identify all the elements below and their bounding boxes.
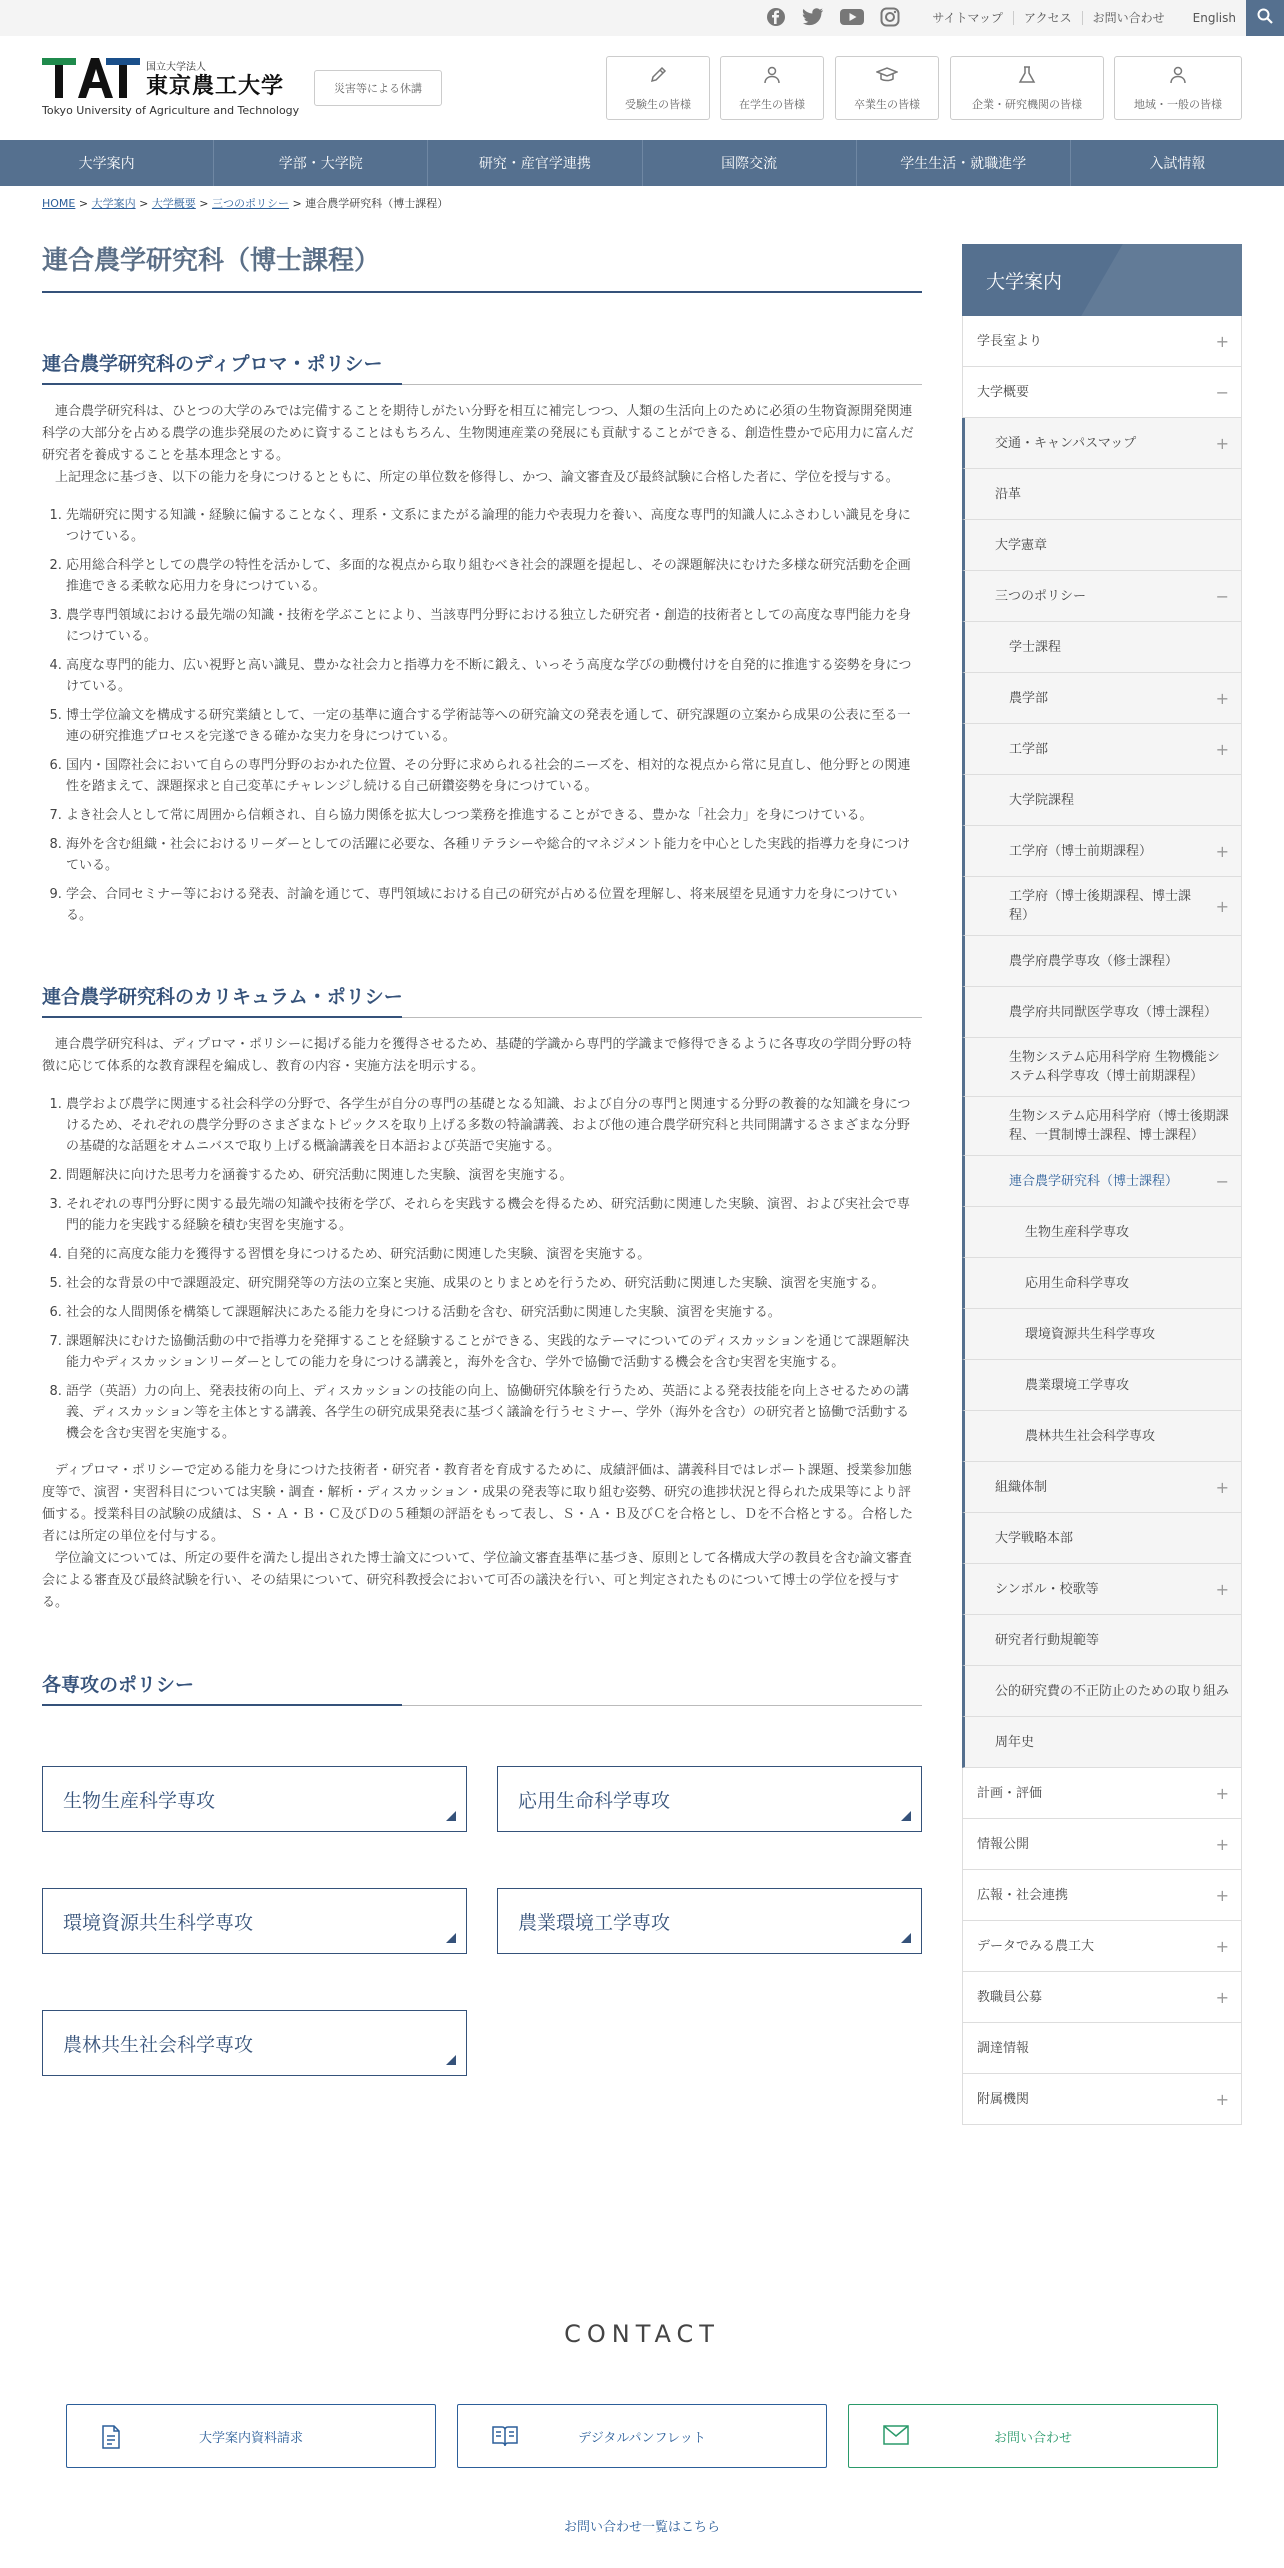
sidebar bbox=[962, 244, 1242, 2125]
sidebar-item-label: 農業環境工学専攻 bbox=[1025, 1377, 1130, 1393]
expand-icon[interactable]: + bbox=[1215, 896, 1229, 916]
major-policy-section bbox=[42, 1670, 922, 2076]
sidebar-item-label: 学長室より bbox=[977, 333, 1043, 349]
flask-icon bbox=[1017, 65, 1037, 88]
expand-icon[interactable]: + bbox=[1215, 1783, 1229, 1803]
collapse-icon[interactable]: − bbox=[1215, 1171, 1229, 1191]
diploma-policy-heading: 連合農学研究科のディプロマ・ポリシー bbox=[42, 349, 922, 385]
sidebar-item-label: データでみる農工大 bbox=[977, 1938, 1095, 1954]
sidebar-item[interactable] bbox=[962, 1360, 1242, 1411]
expand-icon[interactable]: + bbox=[1215, 433, 1229, 453]
breadcrumb: HOME > 大学案内 > 大学概要 > 三つのポリシー > 連合農学研究科（博士課程） bbox=[42, 197, 449, 210]
sidebar-item[interactable] bbox=[962, 1097, 1242, 1156]
expand-icon[interactable]: + bbox=[1215, 841, 1229, 861]
instagram-icon[interactable] bbox=[880, 7, 900, 30]
corner-arrow-icon bbox=[446, 2055, 456, 2065]
contact-buttons bbox=[66, 2404, 1218, 2468]
sidebar-item-label: 工学府（博士後期課程、博士課程） bbox=[1009, 889, 1192, 923]
sidebar-item[interactable] bbox=[962, 418, 1242, 469]
curriculum-policy-grading: ディプロマ・ポリシーで定める能力を身につけた技術者・研究者・教育者を育成するために、成績評価は、講義科目ではレポート課題、授業参加態度等で、演習・実習科目については実験・調査・解析・ディスカッション・成果の発表等に取り組む姿勢、研究の進捗状況と得られた成果等により評価する。授業科目の試験の成績は、Ｓ・Ａ・Ｂ・Ｃ及びＤの５種類の評語をもって表し、Ｓ・Ａ・Ｂ及びＣを合格とし、Ｄを不合格とする。合格した者には所定の単位を付与する。 bbox=[42, 1463, 914, 1544]
contact-button-label: デジタルパンフレット bbox=[578, 2430, 706, 2446]
sidebar-item[interactable] bbox=[962, 1513, 1242, 1564]
major-card-label: 応用生命科学専攻 bbox=[518, 1789, 671, 1812]
sidebar-item[interactable] bbox=[962, 520, 1242, 571]
curriculum-policy-thesis: 学位論文については、所定の要件を満たし提出された博士論文について、学位論文審査基準に基づき、原則として各構成大学の教員を含む論文審査会による審査及び最終試験を行い、その結果について、研究科教授会において可否の議決を行い、可と判定されたものについて博士の学位を授与する。 bbox=[42, 1551, 912, 1610]
expand-icon[interactable]: + bbox=[1215, 1477, 1229, 1497]
policy-item: 8. 海外を含む組織・社会におけるリーダーとしての活躍に必要な、各種リテラシーや総合的マネジメント能力を中心とした実践的指導力を身につけている。 bbox=[66, 834, 922, 876]
sidebar-item[interactable] bbox=[962, 622, 1242, 673]
sidebar-item-label: 交通・キャンパスマップ bbox=[995, 435, 1137, 451]
major-card-label: 環境資源共生科学専攻 bbox=[63, 1911, 254, 1934]
sidebar-item-label: 計画・評価 bbox=[977, 1785, 1043, 1801]
audience-label: 地域・一般の皆様 bbox=[1134, 97, 1222, 111]
global-nav bbox=[0, 140, 1284, 186]
audience-current-students[interactable] bbox=[720, 56, 824, 120]
sidebar-item[interactable] bbox=[962, 1768, 1242, 1819]
policy-item: 4. 自発的に高度な能力を獲得する習慣を身につけるため、研究活動に関連した実験、演習を実施する。 bbox=[66, 1244, 922, 1265]
expand-icon[interactable]: + bbox=[1215, 1987, 1229, 2007]
contact-button-label: 大学案内資料請求 bbox=[198, 2430, 303, 2446]
policy-item: 2. 応用総合科学としての農学の特性を活かして、多面的な視点から取り組むべき社会的課題を提起し、その課題解決にむけた多様な研究活動を企画推進できる柔軟な応用力を身につけている。 bbox=[66, 555, 922, 597]
sidebar-item-label: 工学部 bbox=[1009, 741, 1049, 757]
audience-prospective-students[interactable] bbox=[606, 56, 710, 120]
policy-item: 5. 博士学位論文を構成する研究業績として、一定の基準に適合する学術誌等への研究論文の発表を通して、研究課題の立案から成果の公表に至る一連の研究推進プロセスを完遂できる確かな実力を身につけている。 bbox=[66, 705, 922, 747]
sidebar-item-label: 学士課程 bbox=[1009, 639, 1062, 655]
sns-links bbox=[750, 7, 900, 30]
page-title: 連合農学研究科（博士課程） bbox=[42, 240, 922, 293]
expand-icon[interactable]: + bbox=[1215, 1579, 1229, 1599]
facebook-icon[interactable] bbox=[766, 7, 786, 30]
curriculum-policy-list bbox=[42, 1094, 922, 1444]
policy-item: 6. 国内・国際社会において自らの専門分野のおかれた位置、その分野に求められる社会的ニーズを、相対的な視点から常に見直し、他分野との関連性を踏まえて、課題探求と自己変革にチャレンジし続ける自己研鑽姿勢を身につけている。 bbox=[66, 755, 922, 797]
sidebar-item[interactable] bbox=[962, 1207, 1242, 1258]
sidebar-item[interactable] bbox=[962, 2074, 1242, 2125]
tat-logo-mark bbox=[42, 58, 140, 104]
major-card-label: 農林共生社会科学専攻 bbox=[63, 2033, 254, 2056]
sidebar-item[interactable] bbox=[962, 936, 1242, 987]
expand-icon[interactable]: + bbox=[1215, 331, 1229, 351]
diploma-policy-section bbox=[42, 349, 922, 926]
sidebar-item[interactable] bbox=[962, 673, 1242, 724]
audience-label: 受験生の皆様 bbox=[625, 97, 691, 111]
sidebar-item[interactable] bbox=[962, 316, 1242, 367]
logo-corporation-label: 国立大学法人 bbox=[146, 62, 206, 73]
policy-item: 1. 先端研究に関する知識・経験に偏することなく、理系・文系にまたがる論理的能力や表現力を養い、高度な専門的知識人にふさわしい識見を身につけている。 bbox=[66, 505, 922, 547]
gnav-international[interactable]: 国際交流 bbox=[642, 140, 856, 186]
major-cards bbox=[42, 1766, 922, 2076]
sidebar-item-label: 大学戦略本部 bbox=[995, 1530, 1074, 1546]
sidebar-item[interactable] bbox=[962, 1615, 1242, 1666]
policy-item: 7. 課題解決にむけた協働活動の中で指導力を発揮することを経験することができる、実践的なテーマについてのディスカッションを通じて課題解決能力やディスカッションリーダーとしての能力を身につける講義と，海外を含む、学外で協働で活動する機会を含む実習を実施する。 bbox=[66, 1331, 922, 1373]
major-card-label: 農業環境工学専攻 bbox=[518, 1911, 671, 1934]
digital-pamphlet-button[interactable] bbox=[457, 2404, 827, 2468]
person-icon bbox=[762, 65, 782, 88]
gnav-student-life[interactable]: 学生生活・就職進学 bbox=[856, 140, 1070, 186]
policy-item: 8. 語学（英語）力の向上、発表技術の向上、ディスカッションの技能の向上、協働研究体験を行うため、英語による発表技能を向上させるための講義、ディスカッション等を主体とする講義、各学生の研究成果発表に基づく議論を行うセミナー、学外（海外を含む）の研究者と協働で活動する機会を含む実習を実施する。 bbox=[66, 1381, 922, 1444]
sitemap-link[interactable]: サイトマップ bbox=[932, 11, 1003, 25]
policy-item: 7. よき社会人として常に周囲から信頼され、自ら協力関係を拡大しつつ業務を推進することができる、豊かな「社会力」を身につけている。 bbox=[66, 805, 922, 826]
disaster-cancellation-button[interactable]: 災害等による休講 bbox=[314, 70, 442, 106]
contact-list-link[interactable]: お問い合わせ一覧はこちら bbox=[563, 2520, 720, 2535]
sidebar-item-label: 大学憲章 bbox=[995, 537, 1048, 553]
brochure-request-button[interactable] bbox=[66, 2404, 436, 2468]
top-utility-bar bbox=[0, 0, 1284, 36]
curriculum-policy-intro: 連合農学研究科は、ディプロマ・ポリシーに掲げる能力を獲得させるため、基礎的学識から専門的学識まで修得できるように各専攻の学問分野の特徴に応じて体系的な教育課程を編成し、教育の内容・実施方法を明示する。 bbox=[42, 1037, 912, 1074]
inquiry-link[interactable]: お問い合わせ bbox=[1082, 11, 1175, 25]
major-card-social-science[interactable] bbox=[42, 2010, 467, 2076]
access-link[interactable]: アクセス bbox=[1013, 11, 1082, 25]
gnav-faculties[interactable]: 学部・大学院 bbox=[213, 140, 427, 186]
audience-label: 在学生の皆様 bbox=[739, 97, 805, 111]
search-icon bbox=[1257, 8, 1273, 28]
english-link[interactable]: English bbox=[1192, 11, 1236, 25]
sidebar-item-label: 農学府農学専攻（修士課程） bbox=[1009, 953, 1179, 969]
expand-icon[interactable]: + bbox=[1215, 2089, 1229, 2109]
audience-community[interactable] bbox=[1114, 56, 1242, 120]
policy-item: 6. 社会的な人間関係を構築して課題解決にあたる能力を身につける活動を含む、研究活動に関連した実験、演習を実施する。 bbox=[66, 1302, 922, 1323]
sidebar-item[interactable] bbox=[962, 1462, 1242, 1513]
sidebar-item-label: 生物生産科学専攻 bbox=[1025, 1224, 1130, 1240]
audience-label: 企業・研究機関の皆様 bbox=[972, 97, 1082, 111]
sidebar-item[interactable] bbox=[962, 1411, 1242, 1462]
search-button[interactable] bbox=[1246, 0, 1284, 36]
mail-icon bbox=[883, 2425, 909, 2449]
sidebar-item-label: 農学部 bbox=[1009, 690, 1049, 706]
graduation-cap-icon bbox=[876, 65, 898, 88]
policy-item: 4. 高度な専門的能力、広い視野と高い識見、豊かな社会力と指導力を不断に鍛え、いっそう高度な学びの動機付けを自発的に推進する姿勢を身につけている。 bbox=[66, 655, 922, 697]
sidebar-item-label: 農林共生社会科学専攻 bbox=[1025, 1428, 1156, 1444]
collapse-icon[interactable]: − bbox=[1215, 382, 1229, 402]
corner-arrow-icon bbox=[901, 1811, 911, 1821]
sidebar-item-label: 連合農学研究科（博士課程） bbox=[1009, 1173, 1179, 1189]
breadcrumb-home[interactable]: HOME bbox=[42, 197, 76, 210]
policy-item: 1. 農学および農学に関連する社会科学の分野で、各学生が自分の専門の基礎となる知識、および自分の専門と関連する分野の教養的な知識を身につけるため、それぞれの農学分野のさまざまなトピックスを取り上げる多数の特論講義、および他の連合農学研究科と共同開講するさまざまな分野の基礎的な話題をオムニバスで取り上げる概論講義を日本語および英語で実施する。 bbox=[66, 1094, 922, 1157]
policy-item: 2. 問題解決に向けた思考力を涵養するため、研究活動に関連した実験、演習を実施する。 bbox=[66, 1165, 922, 1186]
sidebar-item[interactable] bbox=[962, 724, 1242, 775]
gnav-research[interactable]: 研究・産官学連携 bbox=[427, 140, 641, 186]
pencil-icon bbox=[648, 65, 668, 88]
sidebar-item-label: 大学概要 bbox=[977, 384, 1030, 400]
audience-label: 卒業生の皆様 bbox=[854, 97, 920, 111]
sidebar-item[interactable] bbox=[962, 2023, 1242, 2074]
audience-companies[interactable] bbox=[950, 56, 1104, 120]
curriculum-policy-heading: 連合農学研究科のカリキュラム・ポリシー bbox=[42, 982, 922, 1018]
sidebar-item[interactable] bbox=[962, 469, 1242, 520]
sidebar-item[interactable] bbox=[962, 1921, 1242, 1972]
sidebar-item[interactable] bbox=[962, 987, 1242, 1038]
sidebar-item-label: 農学府共同獣医学専攻（博士課程） bbox=[1009, 1004, 1218, 1020]
sidebar-item-label: 附属機関 bbox=[977, 2091, 1030, 2107]
expand-icon[interactable]: + bbox=[1215, 739, 1229, 759]
expand-icon[interactable]: + bbox=[1215, 1834, 1229, 1854]
policy-item: 3. それぞれの専門分野に関する最先端の知識や技術を学び、それらを実践する機会を得るため、研究活動に関連した実験、演習、および実社会で専門的能力を実践する経験を積む実習を実施する。 bbox=[66, 1194, 922, 1236]
sidebar-item-label: 大学院課程 bbox=[1009, 792, 1075, 808]
sidebar-title: 大学案内 bbox=[962, 244, 1242, 316]
major-card-environment[interactable] bbox=[42, 1888, 467, 1954]
sidebar-item[interactable] bbox=[962, 775, 1242, 826]
breadcrumb-current: 連合農学研究科（博士課程） bbox=[305, 197, 449, 210]
sidebar-item-label: 調達情報 bbox=[977, 2040, 1030, 2056]
sidebar-item[interactable] bbox=[962, 1870, 1242, 1921]
breadcrumb-overview[interactable]: 大学概要 bbox=[151, 197, 196, 210]
sidebar-item[interactable] bbox=[962, 1258, 1242, 1309]
gnav-about[interactable]: 大学案内 bbox=[78, 156, 135, 172]
sidebar-item-label: 工学府（博士前期課程） bbox=[1009, 843, 1153, 859]
sidebar-item-label: 組織体制 bbox=[995, 1479, 1048, 1495]
sidebar-item-label: 公的研究費の不正防止のための取り組み bbox=[995, 1683, 1230, 1699]
youtube-icon[interactable] bbox=[840, 8, 864, 29]
corner-arrow-icon bbox=[901, 1933, 911, 1943]
sidebar-item-label: 三つのポリシー bbox=[995, 588, 1087, 604]
logo-english-name: Tokyo University of Agriculture and Technology bbox=[42, 104, 300, 117]
major-card-bio-production[interactable] bbox=[42, 1766, 467, 1832]
sidebar-item[interactable] bbox=[962, 1972, 1242, 2023]
major-card-label: 生物生産科学専攻 bbox=[63, 1789, 216, 1812]
sidebar-item-label: 生物システム応用科学府（博士後期課程、一貫制博士課程、博士課程） bbox=[1009, 1109, 1229, 1143]
sidebar-item-label: 周年史 bbox=[995, 1734, 1035, 1750]
breadcrumb-about[interactable]: 大学案内 bbox=[91, 197, 136, 210]
sidebar-item[interactable] bbox=[962, 1309, 1242, 1360]
expand-icon[interactable]: + bbox=[1215, 1936, 1229, 1956]
contact-button-label: お問い合わせ bbox=[993, 2430, 1072, 2446]
sidebar-item-label: 情報公開 bbox=[977, 1836, 1030, 1852]
sidebar-item-label: シンボル・校歌等 bbox=[995, 1581, 1099, 1597]
major-card-applied-life[interactable] bbox=[497, 1766, 922, 1832]
sidebar-item[interactable] bbox=[962, 571, 1242, 622]
university-logo[interactable] bbox=[42, 58, 312, 120]
curriculum-policy-section bbox=[42, 982, 922, 1614]
audience-graduates[interactable] bbox=[835, 56, 939, 120]
sidebar-menu bbox=[962, 316, 1242, 2125]
contact-heading: CONTACT bbox=[564, 2320, 720, 2348]
sidebar-item[interactable] bbox=[962, 877, 1242, 936]
policy-item: 5. 社会的な背景の中で課題設定、研究開発等の方法の立案と実施、成果のとりまとめを行うため、研究活動に関連した実験、演習を実施する。 bbox=[66, 1273, 922, 1294]
sidebar-item[interactable] bbox=[962, 1717, 1242, 1768]
sidebar-item-label: 研究者行動規範等 bbox=[995, 1632, 1100, 1648]
policy-item: 9. 学会、合同セミナー等における発表、討論を通じて、専門領域における自己の研究が占める位置を理解し、将来展望を見通す力を身につけている。 bbox=[66, 884, 922, 926]
policy-item: 3. 農学専門領域における最先端の知識・技術を学ぶことにより、当該専門分野における独立した研究者・創造的技術者としての高度な専門能力を身につけている。 bbox=[66, 605, 922, 647]
sidebar-item-label: 応用生命科学専攻 bbox=[1025, 1275, 1130, 1291]
corner-arrow-icon bbox=[446, 1933, 456, 1943]
site-header bbox=[0, 36, 1284, 140]
utility-links bbox=[750, 0, 1236, 36]
diploma-policy-intro-2: 上記理念に基づき、以下の能力を身につけるとともに、所定の単位数を修得し、かつ、論文審査及び最終試験に合格した者に、学位を授与する。 bbox=[55, 470, 899, 485]
diploma-policy-list bbox=[42, 505, 922, 926]
diploma-policy-intro: 連合農学研究科は、ひとつの大学のみでは完備することを期待しがたい分野を相互に補完しつつ、人類の生活向上のために必須の生物資源開発関連科学の大部分を占める農学の進歩発展のために資することはもちろん、生物関連産業の発展にも貢献することができる、創造性豊かで応用力に富んだ研究者を養成することを基本理念とする。 bbox=[42, 404, 914, 463]
twitter-icon[interactable] bbox=[802, 8, 824, 29]
sidebar-item-label: 生物システム応用科学府 生物機能システム科学専攻（博士前期課程） bbox=[1009, 1050, 1220, 1084]
breadcrumb-three-policies[interactable]: 三つのポリシー bbox=[212, 197, 290, 210]
sidebar-item[interactable] bbox=[962, 1038, 1242, 1097]
sidebar-item-label: 広報・社会連携 bbox=[977, 1887, 1069, 1903]
expand-icon[interactable]: + bbox=[1215, 1885, 1229, 1905]
sidebar-item-label: 沿革 bbox=[995, 486, 1022, 502]
sidebar-item[interactable] bbox=[962, 1156, 1242, 1207]
sidebar-item[interactable] bbox=[962, 826, 1242, 877]
corner-arrow-icon bbox=[446, 1811, 456, 1821]
sidebar-item[interactable] bbox=[962, 1819, 1242, 1870]
sidebar-item[interactable] bbox=[962, 367, 1242, 418]
major-policy-heading: 各専攻のポリシー bbox=[42, 1670, 922, 1706]
collapse-icon[interactable]: − bbox=[1215, 586, 1229, 606]
main-content bbox=[42, 240, 922, 2076]
expand-icon[interactable]: + bbox=[1215, 688, 1229, 708]
gnav-admissions[interactable]: 入試情報 bbox=[1070, 140, 1284, 186]
document-icon bbox=[101, 2425, 121, 2453]
sidebar-item-label: 環境資源共生科学専攻 bbox=[1025, 1326, 1156, 1342]
book-icon bbox=[492, 2425, 518, 2451]
sidebar-item[interactable] bbox=[962, 1666, 1242, 1717]
inquiry-button[interactable] bbox=[848, 2404, 1218, 2468]
sidebar-item[interactable] bbox=[962, 1564, 1242, 1615]
contact-section bbox=[0, 2320, 1284, 2535]
logo-university-name: 東京農工大学 bbox=[146, 74, 285, 99]
person-icon bbox=[1168, 65, 1188, 88]
sidebar-item-label: 教職員公募 bbox=[977, 1989, 1043, 2005]
major-card-agri-engineering[interactable] bbox=[497, 1888, 922, 1954]
